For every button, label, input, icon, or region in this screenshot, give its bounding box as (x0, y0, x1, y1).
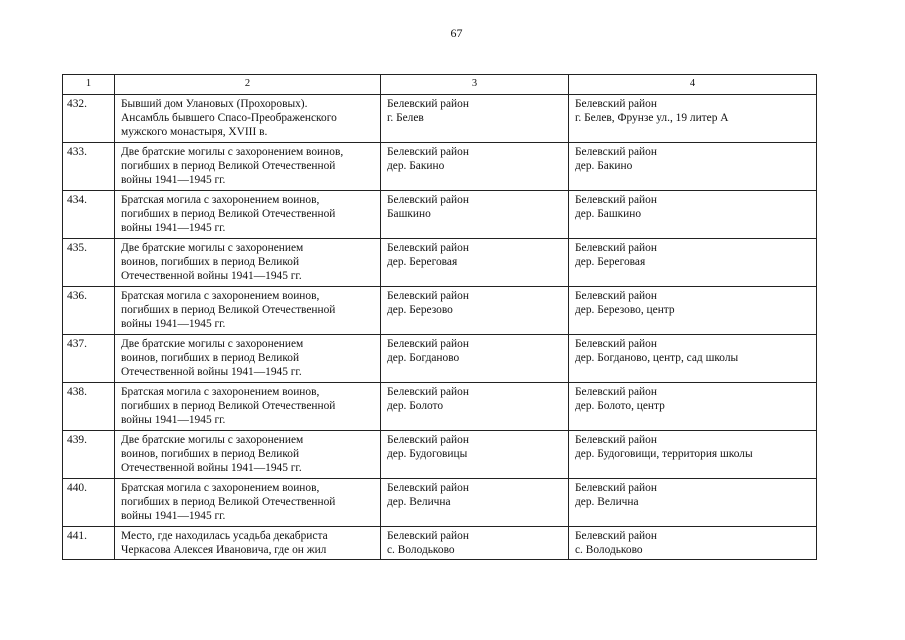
object-location-line: дер. Богданово (387, 352, 460, 364)
object-location-line: с. Володьково (387, 544, 455, 556)
object-name-line: Место, где находилась усадьба декабриста (121, 530, 328, 542)
object-name-line: Братская могила с захоронением воинов, (121, 290, 320, 302)
object-name-line: Братская могила с захоронением воинов, (121, 386, 320, 398)
table-row (63, 431, 817, 479)
object-location (381, 143, 569, 191)
object-location (381, 287, 569, 335)
object-location (381, 383, 569, 431)
object-location-line: дер. Будоговицы (387, 448, 468, 460)
object-location-line: дер. Бакино (387, 160, 445, 172)
object-location-line: Белевский район (387, 98, 469, 110)
row-number: 438. (63, 383, 115, 431)
object-address-line: Белевский район (575, 434, 657, 446)
object-name-line: войны 1941—1945 гг. (121, 222, 226, 234)
object-address-line: г. Белев, Фрунзе ул., 19 литер А (575, 112, 729, 124)
table-row (63, 239, 817, 287)
object-location-line: Белевский район (387, 386, 469, 398)
object-address (569, 479, 817, 527)
object-name-line: погибших в период Великой Отечественной (121, 400, 336, 412)
object-location-line: Белевский район (387, 194, 469, 206)
object-name-line: войны 1941—1945 гг. (121, 318, 226, 330)
object-name-line: Отечественной войны 1941—1945 гг. (121, 366, 302, 378)
object-name (115, 527, 381, 560)
object-address-line: Белевский район (575, 242, 657, 254)
object-name-line: Черкасова Алексея Ивановича, где он жил (121, 544, 327, 556)
object-location-line: дер. Болото (387, 400, 444, 412)
object-address (569, 431, 817, 479)
object-location-line: Белевский район (387, 338, 469, 350)
object-name-line: Две братские могилы с захоронением (121, 434, 304, 446)
object-name-line: Две братские могилы с захоронением (121, 338, 304, 350)
object-address-line: Белевский район (575, 530, 657, 542)
object-address-line: Белевский район (575, 290, 657, 302)
object-address-line: дер. Болото, центр (575, 400, 665, 412)
object-name-line: воинов, погибших в период Великой (121, 448, 300, 460)
object-name-line: Две братские могилы с захоронением воинов, (121, 146, 344, 158)
table-row (63, 191, 817, 239)
object-address-line: Белевский район (575, 194, 657, 206)
row-number: 437. (63, 335, 115, 383)
row-number: 433. (63, 143, 115, 191)
table-body (63, 95, 817, 560)
column-header-1: 1 (63, 75, 115, 95)
column-header-4: 4 (569, 75, 817, 95)
object-name-line: Отечественной войны 1941—1945 гг. (121, 270, 302, 282)
object-name-line: Братская могила с захоронением воинов, (121, 482, 320, 494)
object-address-line: Белевский район (575, 338, 657, 350)
object-location-line: дер. Березово (387, 304, 453, 316)
object-name-line: погибших в период Великой Отечественной (121, 160, 336, 172)
object-location-line: Белевский район (387, 434, 469, 446)
object-address-line: дер. Богданово, центр, сад школы (575, 352, 739, 364)
object-name-line: Бывший дом Улановых (Прохоровых). (121, 98, 308, 110)
object-address-line: Белевский район (575, 146, 657, 158)
object-name (115, 383, 381, 431)
object-location (381, 335, 569, 383)
object-address-line: дер. Будоговищи, территория школы (575, 448, 753, 460)
page-number: 67 (450, 26, 463, 40)
row-number: 440. (63, 479, 115, 527)
object-name-line: погибших в период Великой Отечественной (121, 496, 336, 508)
object-location-line: Башкино (387, 208, 431, 220)
object-address (569, 143, 817, 191)
object-name (115, 479, 381, 527)
table-row (63, 335, 817, 383)
table-row (63, 95, 817, 143)
object-name (115, 287, 381, 335)
object-name (115, 431, 381, 479)
object-location-line: Белевский район (387, 290, 469, 302)
object-name (115, 239, 381, 287)
header-row (63, 75, 817, 95)
object-location (381, 95, 569, 143)
row-number: 432. (63, 95, 115, 143)
object-name (115, 143, 381, 191)
object-address (569, 191, 817, 239)
object-location-line: Белевский район (387, 146, 469, 158)
object-location-line: Белевский район (387, 482, 469, 494)
object-address-line: дер. Бакино (575, 160, 633, 172)
object-location-line: Белевский район (387, 530, 469, 542)
object-address-line: Белевский район (575, 386, 657, 398)
object-location-line: Белевский район (387, 242, 469, 254)
object-name-line: войны 1941—1945 гг. (121, 174, 226, 186)
object-address-line: дер. Березово, центр (575, 304, 675, 316)
object-name (115, 95, 381, 143)
object-location-line: г. Белев (387, 112, 424, 124)
object-address-line: дер. Башкино (575, 208, 642, 220)
table-row (63, 383, 817, 431)
column-header-2: 2 (115, 75, 381, 95)
object-name-line: погибших в период Великой Отечественной (121, 304, 336, 316)
row-number: 436. (63, 287, 115, 335)
row-number: 434. (63, 191, 115, 239)
object-address (569, 383, 817, 431)
object-address (569, 95, 817, 143)
row-number: 435. (63, 239, 115, 287)
object-name-line: погибших в период Великой Отечественной (121, 208, 336, 220)
table-row (63, 527, 817, 560)
table-row (63, 479, 817, 527)
object-name-line: воинов, погибших в период Великой (121, 352, 300, 364)
object-address (569, 527, 817, 560)
object-name-line: Две братские могилы с захоронением (121, 242, 304, 254)
object-address-line: дер. Береговая (575, 256, 646, 268)
object-name-line: воинов, погибших в период Великой (121, 256, 300, 268)
object-name (115, 191, 381, 239)
object-name-line: войны 1941—1945 гг. (121, 510, 226, 522)
object-name-line: Отечественной войны 1941—1945 гг. (121, 462, 302, 474)
table-row (63, 143, 817, 191)
object-location (381, 479, 569, 527)
object-location-line: дер. Береговая (387, 256, 458, 268)
object-name-line: войны 1941—1945 гг. (121, 414, 226, 426)
object-address-line: с. Володьково (575, 544, 643, 556)
column-header-3: 3 (381, 75, 569, 95)
table-row (63, 287, 817, 335)
object-location (381, 239, 569, 287)
object-address-line: дер. Велична (575, 496, 639, 508)
object-address-line: Белевский район (575, 98, 657, 110)
object-name (115, 335, 381, 383)
object-name-line: Братская могила с захоронением воинов, (121, 194, 320, 206)
heritage-registry-table (62, 74, 817, 560)
object-location (381, 527, 569, 560)
object-location (381, 431, 569, 479)
object-name-line: Ансамбль бывшего Спасо-Преображенского (121, 112, 337, 124)
object-location-line: дер. Велична (387, 496, 451, 508)
object-address-line: Белевский район (575, 482, 657, 494)
object-location (381, 191, 569, 239)
object-name-line: мужского монастыря, XVIII в. (121, 126, 268, 138)
row-number: 441. (63, 527, 115, 560)
row-number: 439. (63, 431, 115, 479)
object-address (569, 335, 817, 383)
object-address (569, 239, 817, 287)
object-address (569, 287, 817, 335)
